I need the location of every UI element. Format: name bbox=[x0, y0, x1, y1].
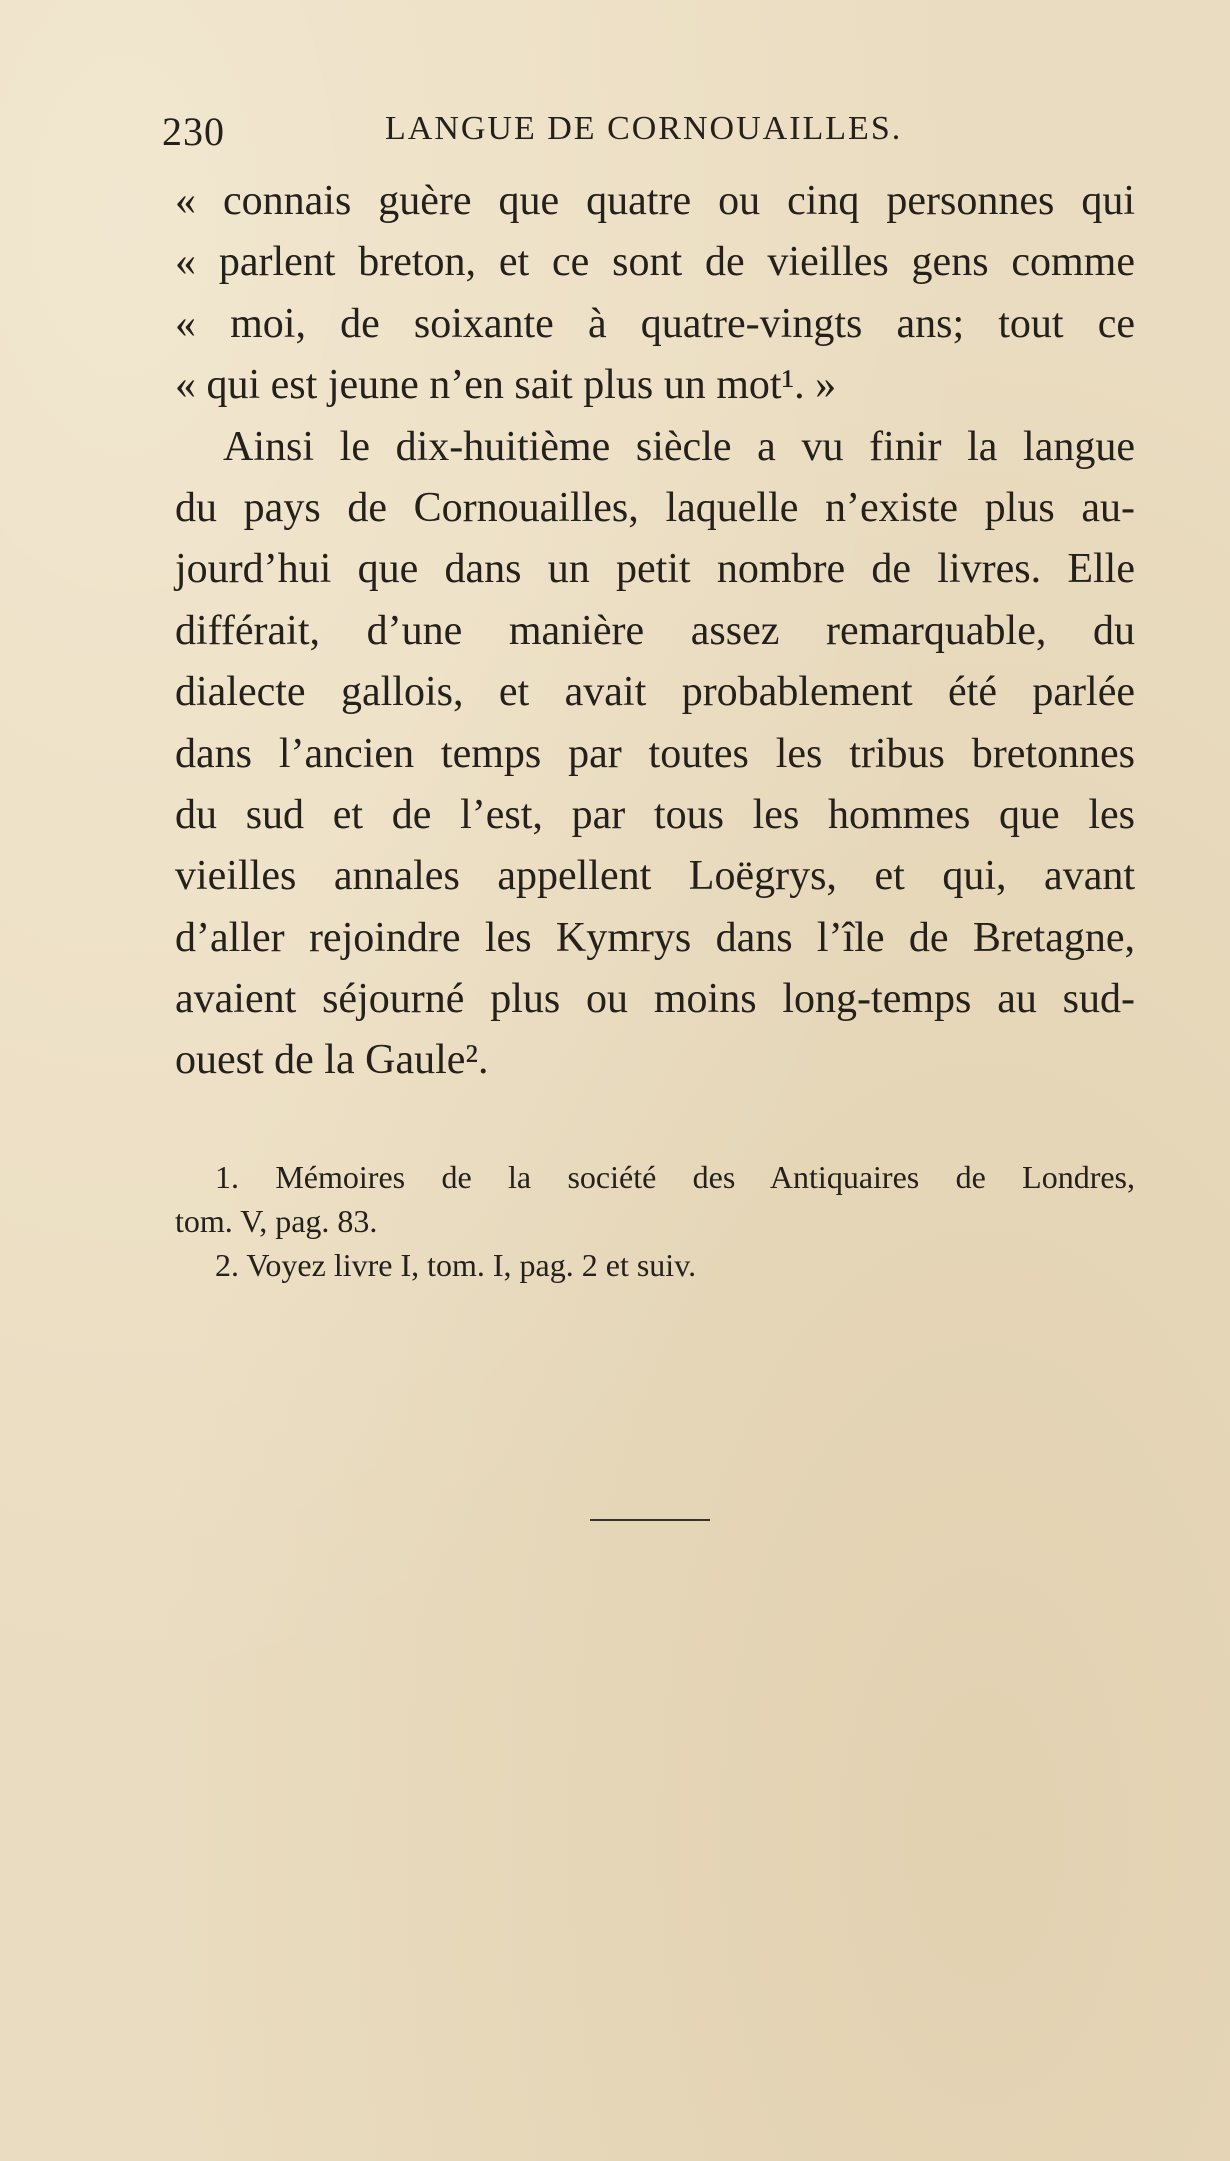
text-line: jourd’hui que dans un petit nombre de livres. Elle bbox=[175, 546, 1135, 593]
text-line: d’aller rejoindre les Kymrys dans l’île de Bretagne, bbox=[175, 914, 1135, 961]
page-header bbox=[150, 100, 940, 160]
text-line: du pays de Cornouailles, laquelle n’existe plus au- bbox=[175, 484, 1135, 531]
paragraph-start-line: Ainsi le dix-huitième siècle a vu finir la langue bbox=[223, 423, 1135, 470]
text-line: du sud et de l’est, par tous les hommes que les bbox=[175, 791, 1135, 838]
text-line: dialecte gallois, et avait probablement été parlée bbox=[175, 669, 1135, 716]
body-text bbox=[175, 171, 1135, 1092]
text-line: vieilles annales appellent Loëgrys, et qui, avant bbox=[175, 853, 1135, 900]
footnotes bbox=[175, 1155, 1135, 1287]
footnote-1: 1. Mémoires de la société des Antiquaires de Londres, bbox=[215, 1159, 1135, 1195]
page-number: 230 bbox=[162, 109, 225, 154]
text-line: « qui est jeune n’en sait plus un mot¹. » bbox=[175, 362, 837, 409]
text-line: « moi, de soixante à quatre-vingts ans; tout ce bbox=[175, 300, 1135, 347]
text-line: dans l’ancien temps par toutes les tribus bretonnes bbox=[175, 730, 1135, 777]
text-line: « parlent breton, et ce sont de vieilles gens comme bbox=[175, 239, 1135, 286]
footnote-2: 2. Voyez livre I, tom. I, pag. 2 et suiv. bbox=[215, 1247, 697, 1283]
text-line: « connais guère que quatre ou cinq personnes qui bbox=[175, 178, 1135, 224]
text-line: ouest de la Gaule². bbox=[175, 1037, 489, 1084]
text-line: différait, d’une manière assez remarquable, du bbox=[175, 607, 1135, 654]
footnote-1-continuation: tom. V, pag. 83. bbox=[175, 1203, 378, 1239]
running-head: LANGUE DE CORNOUAILLES. bbox=[385, 110, 903, 147]
text-line: avaient séjourné plus ou moins long-temps au sud- bbox=[175, 976, 1135, 1023]
closing-rule bbox=[590, 1519, 710, 1521]
